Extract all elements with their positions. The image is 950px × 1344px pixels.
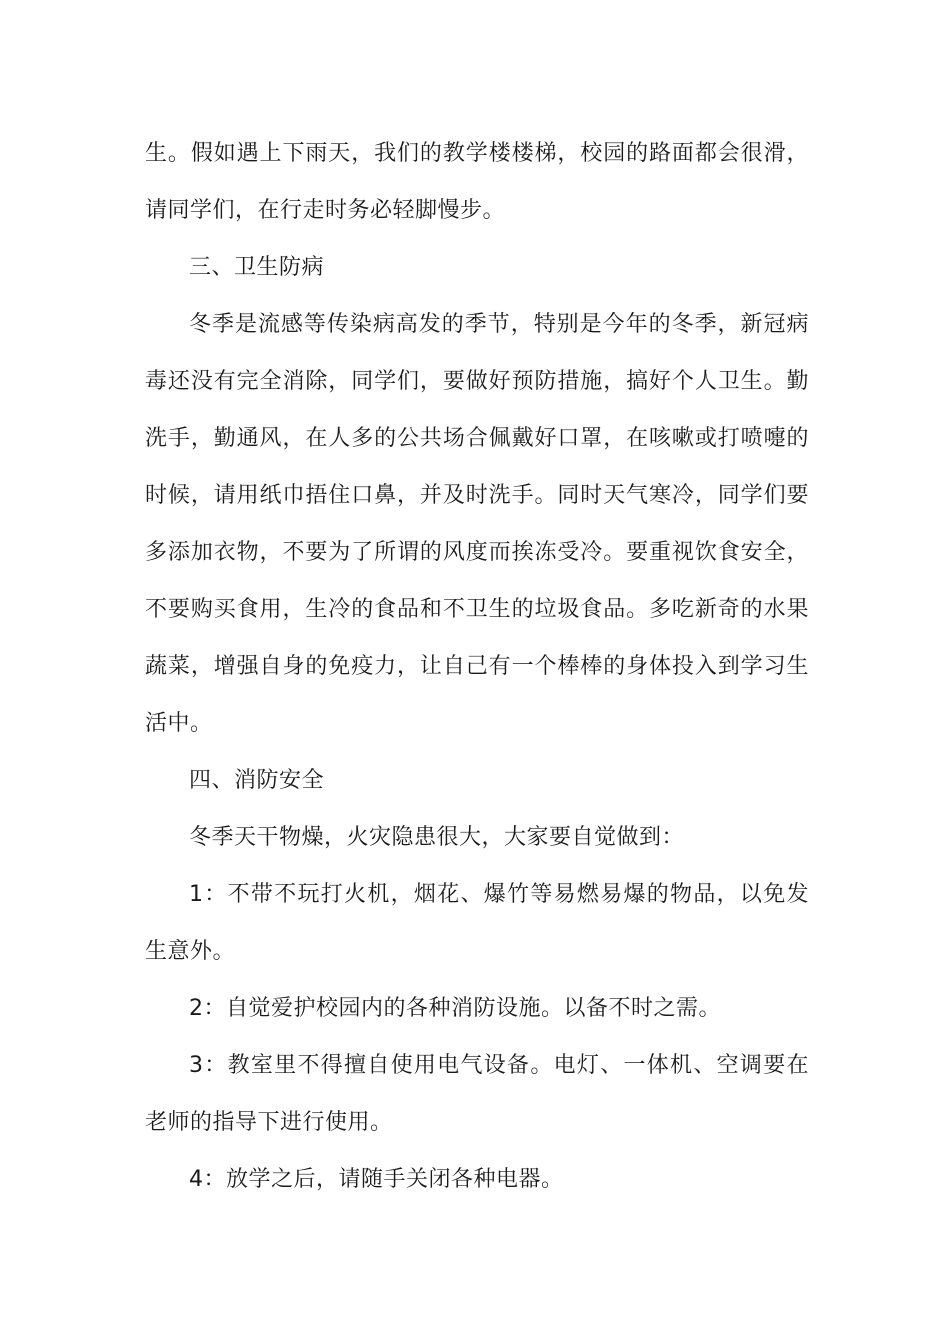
paragraph-hygiene: 冬季是流感等传染病高发的季节，特别是今年的冬季，新冠病毒还没有完全消除，同学们，要做好预防措施，搞好个人卫生。勤洗手，勤通风，在人多的公共场合佩戴好口罩，在咳嗽或打喷嚏的时候，请用纸巾捂住口鼻，并及时洗手。同时天气寒冷，同学们要多添加衣物，不要为了所谓的风度而挨冻受冷。要重视饮食安全，不要购买食用，生冷的食品和不卫生的垃圾食品。多吃新奇的水果蔬菜，增强自身的免疫力，让自己有一个棒棒的身体投入到学习生活中。 <box>145 312 809 736</box>
paragraph-continuation: 生。假如遇上下雨天，我们的教学楼楼梯，校园的路面都会很滑，请同学们，在行走时务必轻脚慢步。 <box>145 141 809 223</box>
section-heading-hygiene: 三、卫生防病 <box>189 255 325 280</box>
list-item-3: 3：教室里不得擅自使用电气设备。电灯、一体机、空调要在老师的指导下进行使用。 <box>145 1053 809 1135</box>
section-heading-fire-safety: 四、消防安全 <box>189 768 325 793</box>
paragraph-fire-intro: 冬季天干物燥，火灾隐患很大，大家要自觉做到： <box>189 825 685 850</box>
list-item-4: 4：放学之后，请随手关闭各种电器。 <box>189 1167 564 1192</box>
list-item-1: 1：不带不玩打火机，烟花、爆竹等易燃易爆的物品，以免发生意外。 <box>145 882 809 964</box>
document-body <box>145 125 809 1208</box>
list-item-2: 2：自觉爱护校园内的各种消防设施。以备不时之需。 <box>189 996 721 1021</box>
